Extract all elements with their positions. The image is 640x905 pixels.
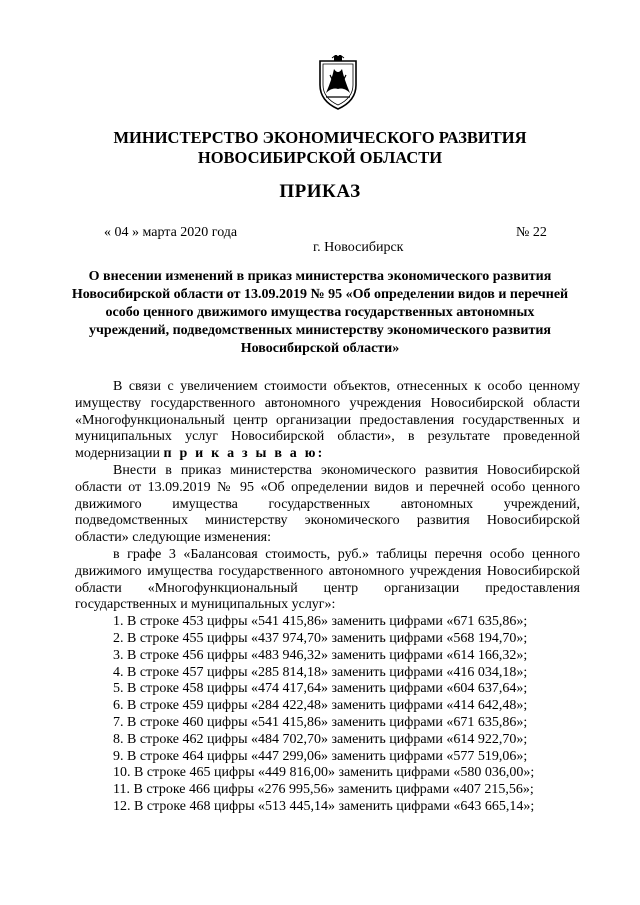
ministry-line-2: НОВОСИБИРСКОЙ ОБЛАСТИ	[197, 148, 443, 167]
order-body	[75, 379, 580, 816]
list-item: 4. В строке 457 цифры «285 814,18» заменить цифрами «416 034,18»;	[113, 664, 528, 680]
preamble-text: В связи с увеличением стоимости объектов, отнесенных к особо ценному имуществу государственного автономного учреждения Новосибирской области «Многофункциональный центр организации предоставления государственных и муниципальных услуг Новосибирской области», в результате проведенной модернизации	[75, 379, 580, 462]
column-paragraph: в графе 3 «Балансовая стоимость, руб.» таблицы перечня особо ценного движимого имущества государственного автономного учреждения Новосибирской области «Многофункциональный центр организации предоставления государственных и муниципальных услуг»:	[75, 546, 580, 613]
ministry-line-1: МИНИСТЕРСТВО ЭКОНОМИЧЕСКОГО РАЗВИТИЯ	[113, 128, 527, 147]
list-item: 7. В строке 460 цифры «541 415,86» заменить цифрами «671 635,86»;	[113, 714, 528, 730]
order-title: ПРИКАЗ	[279, 181, 361, 202]
order-subject: О внесении изменений в приказ министерства экономического развития Новосибирской области от 13.09.2019 № 95 «Об определении видов и перечней особо ценного движимого имущества государственных автономных учреждений, подведомственных министерству экономического развития Новосибирской области»	[71, 269, 569, 356]
list-item: 9. В строке 464 цифры «447 299,06» заменить цифрами «577 519,06»;	[113, 748, 528, 764]
list-item: 11. В строке 466 цифры «276 995,56» заменить цифрами «407 215,56»;	[113, 782, 534, 798]
preamble-paragraph	[75, 379, 580, 463]
list-item: 1. В строке 453 цифры «541 415,86» заменить цифрами «671 635,86»;	[113, 614, 528, 630]
list-item: 5. В строке 458 цифры «474 417,64» заменить цифрами «604 637,64»;	[113, 681, 528, 697]
order-word: п р и к а з ы в а ю:	[163, 446, 325, 462]
instruction-paragraph: Внести в приказ министерства экономического развития Новосибирской области от 13.09.2019 № 95 «Об определении видов и перечней особо ценного движимого имущества государственных автономных учреждений, подведомственных министерству экономического развития Новосибирской области» следующие изменения:	[75, 462, 580, 546]
changes-list	[75, 614, 580, 816]
list-item: 2. В строке 455 цифры «437 974,70» заменить цифрами «568 194,70»;	[113, 630, 528, 646]
order-number: № 22	[516, 225, 547, 240]
list-item: 6. В строке 459 цифры «284 422,48» заменить цифрами «414 642,48»;	[113, 698, 528, 714]
list-item: 10. В строке 465 цифры «449 816,00» заменить цифрами «580 036,00»;	[113, 765, 535, 781]
list-item: 3. В строке 456 цифры «483 946,32» заменить цифрами «614 166,32»;	[113, 647, 528, 663]
order-city: г. Новосибирск	[313, 240, 404, 255]
novosibirsk-oblast-coat-of-arms-icon	[314, 55, 362, 111]
list-item: 12. В строке 468 цифры «513 445,14» заменить цифрами «643 665,14»;	[113, 798, 535, 814]
list-item: 8. В строке 462 цифры «484 702,70» заменить цифрами «614 922,70»;	[113, 731, 528, 747]
order-date: « 04 » марта 2020 года	[104, 225, 238, 240]
ministry-name	[60, 128, 580, 168]
